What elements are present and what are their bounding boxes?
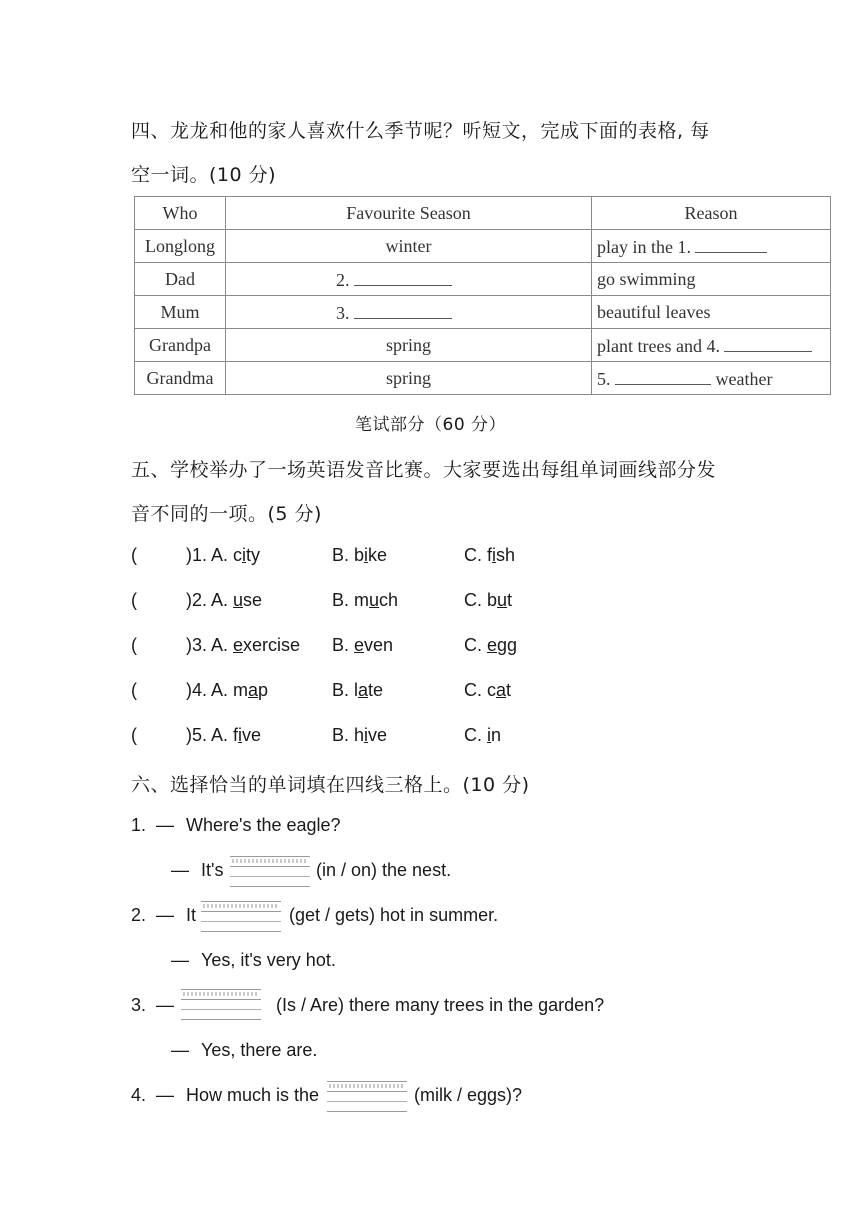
q1-question: Where's the eagle? bbox=[186, 815, 341, 835]
option-a-pre: c bbox=[233, 545, 243, 565]
option-c-pre: C. c bbox=[464, 680, 497, 700]
option-b-post: te bbox=[368, 680, 384, 700]
option-b-underline: i bbox=[364, 545, 369, 565]
four-line-grid-1[interactable] bbox=[230, 856, 310, 886]
option-c-underline: i bbox=[487, 725, 492, 745]
table-row bbox=[135, 230, 831, 263]
option-c-underline: u bbox=[497, 590, 508, 610]
option-c-pre: C. bbox=[464, 725, 488, 745]
season-table bbox=[134, 196, 831, 395]
q1-answer-dash: — bbox=[171, 860, 189, 880]
answer-paren[interactable]: ( bbox=[131, 590, 137, 610]
answer-paren[interactable]: ( bbox=[131, 635, 137, 655]
section4-heading-line1: 四、龙龙和他的家人喜欢什么季节呢？听短文，完成下面的表格, 每 bbox=[131, 120, 710, 142]
table-cell-who: Longlong bbox=[135, 230, 226, 263]
reason-text: play in the 1. bbox=[597, 237, 691, 257]
option-a-post: p bbox=[258, 680, 269, 700]
option-a-underline: u bbox=[233, 590, 244, 610]
table-row bbox=[135, 329, 831, 362]
q4-pre: How much is the bbox=[186, 1085, 320, 1105]
option-c-post: n bbox=[491, 725, 502, 745]
option-a-post: xercise bbox=[243, 635, 301, 655]
q2-answer-dash: — bbox=[171, 950, 189, 970]
question-label: )2. A. bbox=[186, 590, 234, 610]
answer-blank-4[interactable] bbox=[724, 333, 812, 352]
table-row bbox=[135, 296, 831, 329]
q4-dash: — bbox=[156, 1085, 174, 1105]
option-b-post: ve bbox=[368, 725, 388, 745]
table-cell-season bbox=[226, 263, 592, 296]
option-c-pre: C. f bbox=[464, 545, 493, 565]
reason-text: plant trees and 4. bbox=[597, 336, 720, 356]
question-number bbox=[186, 545, 260, 566]
reason-number: 5. bbox=[597, 369, 611, 389]
question-label: )3. A. bbox=[186, 635, 234, 655]
q1-answer-post: (in / on) the nest. bbox=[316, 860, 452, 880]
option-b bbox=[332, 635, 393, 656]
option-b-underline: e bbox=[354, 635, 365, 655]
question-number bbox=[186, 725, 261, 746]
table-cell-season: spring bbox=[226, 329, 592, 362]
option-b bbox=[332, 545, 387, 566]
table-cell-season: winter bbox=[226, 230, 592, 263]
four-line-grid-4[interactable] bbox=[327, 1081, 407, 1111]
option-c bbox=[464, 590, 512, 611]
option-c-underline: i bbox=[492, 545, 497, 565]
q1-dash: — bbox=[156, 815, 174, 835]
option-a-pre: m bbox=[233, 680, 249, 700]
four-line-grid-3[interactable] bbox=[181, 989, 261, 1019]
q2-pre: It bbox=[186, 905, 197, 925]
q3-answer-dash: — bbox=[171, 1040, 189, 1060]
answer-blank-3[interactable] bbox=[354, 300, 452, 319]
table-cell-reason bbox=[592, 329, 831, 362]
option-c bbox=[464, 725, 501, 746]
q1-answer-pre: It's bbox=[201, 860, 224, 880]
answer-paren[interactable]: ( bbox=[131, 545, 137, 565]
section5-heading-line2: 音不同的一项。(5 分) bbox=[131, 503, 322, 525]
written-part-title: 笔试部分（60 分） bbox=[355, 415, 507, 435]
section4-heading-line2: 空一词。(10 分) bbox=[131, 164, 277, 186]
q2-number: 2. bbox=[131, 905, 147, 925]
section5-heading-line1: 五、学校举办了一场英语发音比赛。大家要选出每组单词画线部分发 bbox=[131, 459, 717, 481]
option-b-pre: B. m bbox=[332, 590, 370, 610]
reason-suffix: weather bbox=[715, 369, 773, 389]
option-a-underline: i bbox=[238, 725, 243, 745]
season-blank-label: 2. bbox=[336, 270, 350, 290]
question-label: )5. A. bbox=[186, 725, 234, 745]
option-b bbox=[332, 680, 383, 701]
question-label: )4. A. bbox=[186, 680, 234, 700]
four-line-grid-2[interactable] bbox=[201, 901, 281, 931]
table-cell-reason: beautiful leaves bbox=[592, 296, 831, 329]
section6-heading: 六、选择恰当的单词填在四线三格上。(10 分) bbox=[131, 774, 530, 796]
option-b-pre: B. h bbox=[332, 725, 365, 745]
option-c-post: t bbox=[506, 680, 512, 700]
q3-number: 3. bbox=[131, 995, 147, 1015]
option-b-post: ven bbox=[364, 635, 394, 655]
question-label: )1. A. bbox=[186, 545, 234, 565]
option-b-pre: B. b bbox=[332, 545, 365, 565]
answer-blank-5[interactable] bbox=[615, 366, 711, 385]
option-c bbox=[464, 545, 515, 566]
table-cell-who: Mum bbox=[135, 296, 226, 329]
option-b-underline: u bbox=[369, 590, 380, 610]
table-header-season: Favourite Season bbox=[226, 197, 592, 230]
option-a-post: ty bbox=[246, 545, 261, 565]
question-number bbox=[186, 590, 262, 611]
option-c-post: sh bbox=[496, 545, 516, 565]
option-b-underline: i bbox=[364, 725, 369, 745]
option-b bbox=[332, 725, 387, 746]
option-a-underline: e bbox=[233, 635, 244, 655]
q4-number: 4. bbox=[131, 1085, 147, 1105]
answer-blank-2[interactable] bbox=[354, 267, 452, 286]
option-a-post: se bbox=[243, 590, 263, 610]
option-c bbox=[464, 680, 511, 701]
option-c-post: gg bbox=[497, 635, 518, 655]
option-b-post: ke bbox=[368, 545, 388, 565]
q2-dash: — bbox=[156, 905, 174, 925]
option-c-pre: C. bbox=[464, 635, 488, 655]
option-c-pre: C. b bbox=[464, 590, 498, 610]
answer-paren[interactable]: ( bbox=[131, 725, 137, 745]
question-number bbox=[186, 680, 268, 701]
q3-answer: Yes, there are. bbox=[201, 1040, 318, 1060]
option-b bbox=[332, 590, 398, 611]
q1-number: 1. bbox=[131, 815, 147, 835]
question-number bbox=[186, 635, 300, 656]
option-b-post: ch bbox=[379, 590, 399, 610]
option-b-underline: a bbox=[358, 680, 369, 700]
option-a-underline: i bbox=[242, 545, 247, 565]
table-row bbox=[135, 362, 831, 395]
answer-blank-1[interactable] bbox=[695, 234, 767, 253]
option-a-pre: f bbox=[233, 725, 239, 745]
table-cell-season: spring bbox=[226, 362, 592, 395]
option-c-underline: e bbox=[487, 635, 498, 655]
table-row bbox=[135, 263, 831, 296]
table-header-reason: Reason bbox=[592, 197, 831, 230]
option-a-post: ve bbox=[242, 725, 262, 745]
option-c-underline: a bbox=[496, 680, 507, 700]
table-cell-season bbox=[226, 296, 592, 329]
table-header-who: Who bbox=[135, 197, 226, 230]
table-cell-who: Dad bbox=[135, 263, 226, 296]
q3-dash: — bbox=[156, 995, 174, 1015]
option-a-underline: a bbox=[248, 680, 259, 700]
table-cell-who: Grandpa bbox=[135, 329, 226, 362]
option-c-post: t bbox=[507, 590, 513, 610]
option-b-pre: B. l bbox=[332, 680, 359, 700]
table-header-row bbox=[135, 197, 831, 230]
option-b-pre: B. bbox=[332, 635, 355, 655]
q3-post: (Is / Are) there many trees in the garden? bbox=[276, 995, 605, 1015]
option-c bbox=[464, 635, 517, 656]
q4-post: (milk / eggs)? bbox=[414, 1085, 523, 1105]
table-cell-who: Grandma bbox=[135, 362, 226, 395]
table-cell-reason bbox=[592, 230, 831, 263]
table-cell-reason: go swimming bbox=[592, 263, 831, 296]
season-blank-label: 3. bbox=[336, 303, 350, 323]
table-cell-reason bbox=[592, 362, 831, 395]
answer-paren[interactable]: ( bbox=[131, 680, 137, 700]
q2-answer: Yes, it's very hot. bbox=[201, 950, 336, 970]
q2-post: (get / gets) hot in summer. bbox=[289, 905, 499, 925]
